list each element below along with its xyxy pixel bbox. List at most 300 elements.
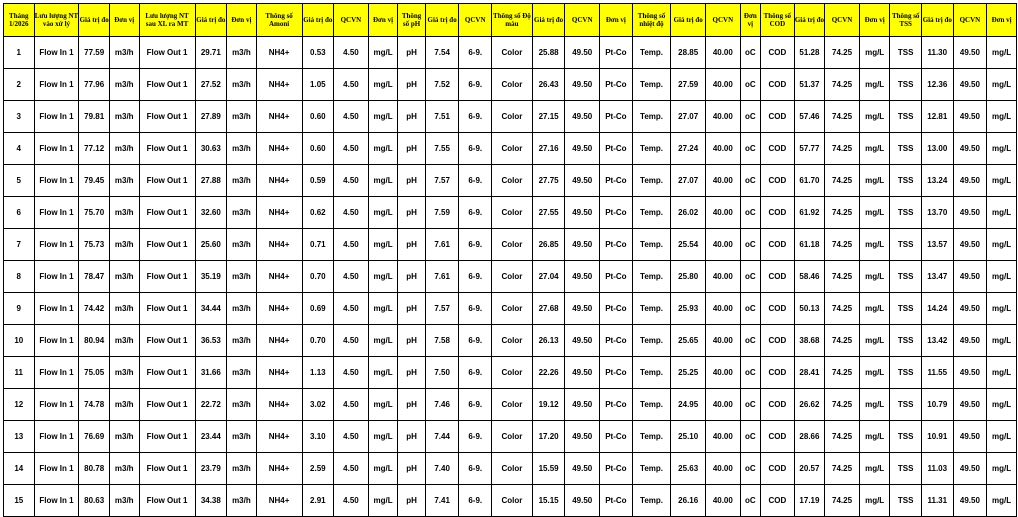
table-cell: 11.55 [922,357,954,389]
table-cell: Temp. [632,229,671,261]
table-cell: 49.50 [953,133,987,165]
table-cell: 49.50 [953,421,987,453]
table-cell: Temp. [632,357,671,389]
table-cell: Flow In 1 [34,101,79,133]
table-cell: 4.50 [334,453,369,485]
table-cell: Flow Out 1 [139,261,195,293]
table-cell: 49.50 [953,261,987,293]
table-cell: COD [761,357,795,389]
table-cell: 4.50 [334,421,369,453]
table-cell: 4.50 [334,229,369,261]
table-cell: 27.52 [195,69,227,101]
table-cell: Color [492,421,533,453]
table-cell: oC [740,101,760,133]
table-cell: COD [761,421,795,453]
table-cell: NH4+ [256,421,302,453]
table-cell: 6-9. [459,229,492,261]
table-cell: 78.47 [79,261,110,293]
column-header: Lưu lượng NT sau XL ra MT [139,4,195,37]
table-cell: Flow Out 1 [139,485,195,517]
table-cell: Pt-Co [600,37,633,69]
table-cell: 10 [4,325,35,357]
table-cell: TSS [890,197,922,229]
table-cell: 26.43 [532,69,565,101]
table-cell: Color [492,325,533,357]
table-cell: 61.70 [794,165,825,197]
table-cell: COD [761,197,795,229]
table-cell: 7.51 [425,101,459,133]
table-cell: Temp. [632,69,671,101]
table-cell: m3/h [109,165,139,197]
table-cell: 40.00 [706,229,741,261]
table-cell: 6-9. [459,133,492,165]
table-cell: 40.00 [706,389,741,421]
column-header: Thông số COD [761,4,795,37]
table-cell: 7.46 [425,389,459,421]
table-cell: 49.50 [953,37,987,69]
table-cell: m3/h [109,453,139,485]
table-cell: 74.25 [825,357,860,389]
table-cell: COD [761,453,795,485]
table-cell: 34.44 [195,293,227,325]
table-cell: 6-9. [459,389,492,421]
table-cell: mg/L [368,229,398,261]
table-cell: Color [492,261,533,293]
table-cell: TSS [890,389,922,421]
table-cell: 80.78 [79,453,110,485]
table-cell: 49.50 [565,229,600,261]
table-cell: 49.50 [565,37,600,69]
table-cell: 17.19 [794,485,825,517]
table-cell: mg/L [859,421,890,453]
table-cell: 27.15 [532,101,565,133]
table-cell: Color [492,197,533,229]
column-header: Đơn vị [740,4,760,37]
table-cell: m3/h [227,37,257,69]
table-cell: 74.25 [825,69,860,101]
table-cell: mg/L [987,485,1017,517]
table-cell: Flow In 1 [34,69,79,101]
table-cell: oC [740,197,760,229]
table-cell: Flow In 1 [34,37,79,69]
table-cell: 13.57 [922,229,954,261]
column-header: Giá trị đo [794,4,825,37]
table-cell: pH [398,389,426,421]
table-cell: m3/h [227,229,257,261]
table-cell: pH [398,421,426,453]
table-cell: 79.81 [79,101,110,133]
table-cell: Color [492,357,533,389]
table-cell: 40.00 [706,421,741,453]
table-cell: mg/L [859,293,890,325]
table-cell: mg/L [368,261,398,293]
table-cell: mg/L [368,357,398,389]
table-cell: Pt-Co [600,293,633,325]
table-cell: 74.25 [825,101,860,133]
table-cell: 4 [4,133,35,165]
table-cell: COD [761,37,795,69]
table-cell: 9 [4,293,35,325]
table-cell: oC [740,389,760,421]
table-cell: m3/h [109,229,139,261]
table-cell: m3/h [109,325,139,357]
table-cell: Pt-Co [600,453,633,485]
table-cell: 7.52 [425,69,459,101]
table-cell: 77.96 [79,69,110,101]
column-header: Thông số Amoni [256,4,302,37]
table-cell: 11.30 [922,37,954,69]
table-cell: 80.94 [79,325,110,357]
table-cell: mg/L [987,261,1017,293]
table-cell: 4.50 [334,261,369,293]
table-cell: Temp. [632,133,671,165]
table-row [4,389,1017,421]
table-cell: 80.63 [79,485,110,517]
column-header: Giá trị đo [195,4,227,37]
column-header: QCVN [334,4,369,37]
table-cell: 49.50 [953,325,987,357]
table-cell: 38.68 [794,325,825,357]
table-cell: Temp. [632,389,671,421]
table-cell: 6-9. [459,293,492,325]
column-header: Đơn vị [368,4,398,37]
table-cell: Flow In 1 [34,261,79,293]
table-cell: 49.50 [565,69,600,101]
table-cell: 49.50 [953,69,987,101]
table-cell: mg/L [987,357,1017,389]
table-cell: mg/L [987,69,1017,101]
table-cell: COD [761,69,795,101]
table-cell: m3/h [109,69,139,101]
table-cell: 40.00 [706,261,741,293]
table-cell: Flow Out 1 [139,165,195,197]
table-row [4,293,1017,325]
table-cell: Pt-Co [600,325,633,357]
table-cell: Color [492,453,533,485]
table-cell: 4.50 [334,165,369,197]
table-cell: 27.04 [532,261,565,293]
table-cell: Color [492,133,533,165]
table-cell: mg/L [987,453,1017,485]
table-cell: Flow Out 1 [139,229,195,261]
table-cell: 13.42 [922,325,954,357]
table-cell: pH [398,357,426,389]
table-cell: 4.50 [334,133,369,165]
table-cell: 61.92 [794,197,825,229]
table-cell: mg/L [987,389,1017,421]
table-cell: 15.59 [532,453,565,485]
table-cell: 23.44 [195,421,227,453]
table-cell: 6 [4,197,35,229]
table-cell: mg/L [368,293,398,325]
table-cell: pH [398,101,426,133]
table-cell: 49.50 [565,453,600,485]
column-header: Đơn vị [109,4,139,37]
table-cell: 27.16 [532,133,565,165]
table-row [4,485,1017,517]
column-header: Giá trị đo [671,4,706,37]
table-row [4,261,1017,293]
table-cell: 74.25 [825,485,860,517]
table-cell: TSS [890,421,922,453]
table-cell: 8 [4,261,35,293]
table-cell: NH4+ [256,101,302,133]
table-cell: mg/L [987,325,1017,357]
table-cell: 27.55 [532,197,565,229]
column-header: QCVN [565,4,600,37]
table-cell: 49.50 [565,357,600,389]
table-cell: 74.25 [825,37,860,69]
table-cell: m3/h [227,293,257,325]
column-header: Lưu lượng NT vào xử lý [34,4,79,37]
table-cell: NH4+ [256,453,302,485]
table-cell: 0.71 [302,229,334,261]
table-cell: 35.19 [195,261,227,293]
table-cell: TSS [890,229,922,261]
table-cell: mg/L [859,357,890,389]
table-cell: oC [740,261,760,293]
table-cell: Flow In 1 [34,325,79,357]
table-cell: oC [740,133,760,165]
table-cell: 30.63 [195,133,227,165]
table-cell: 10.79 [922,389,954,421]
table-cell: m3/h [109,261,139,293]
table-row [4,101,1017,133]
table-cell: Pt-Co [600,165,633,197]
table-cell: m3/h [109,389,139,421]
table-cell: Flow Out 1 [139,293,195,325]
table-cell: TSS [890,485,922,517]
table-cell: 49.50 [565,293,600,325]
table-cell: 4.50 [334,197,369,229]
table-cell: 6-9. [459,421,492,453]
table-cell: 36.53 [195,325,227,357]
table-cell: 6-9. [459,197,492,229]
table-cell: 19.12 [532,389,565,421]
table-cell: 4.50 [334,293,369,325]
table-cell: m3/h [109,421,139,453]
table-cell: 49.50 [953,453,987,485]
table-cell: 27.75 [532,165,565,197]
table-cell: COD [761,101,795,133]
table-cell: m3/h [109,101,139,133]
table-cell: 49.50 [953,357,987,389]
table-cell: 1.05 [302,69,334,101]
table-cell: 2 [4,69,35,101]
table-cell: 11.31 [922,485,954,517]
table-cell: 0.69 [302,293,334,325]
table-cell: 6-9. [459,69,492,101]
table-cell: mg/L [368,37,398,69]
table-cell: m3/h [109,485,139,517]
table-cell: mg/L [859,485,890,517]
table-cell: 49.50 [953,197,987,229]
table-cell: 2.59 [302,453,334,485]
table-cell: NH4+ [256,389,302,421]
column-header: Giá trị đo [922,4,954,37]
table-cell: Flow Out 1 [139,37,195,69]
table-cell: pH [398,229,426,261]
table-cell: 4.50 [334,69,369,101]
table-cell: 7.44 [425,421,459,453]
table-cell: 49.50 [953,229,987,261]
table-cell: 40.00 [706,453,741,485]
table-cell: Flow In 1 [34,485,79,517]
table-cell: 49.50 [565,485,600,517]
column-header: Đơn vị [987,4,1017,37]
table-cell: 11 [4,357,35,389]
table-cell: 40.00 [706,325,741,357]
column-header: Giá trị đo [532,4,565,37]
table-cell: mg/L [368,325,398,357]
table-cell: 28.41 [794,357,825,389]
table-cell: NH4+ [256,197,302,229]
table-cell: Pt-Co [600,197,633,229]
table-body [4,37,1017,517]
table-cell: 22.72 [195,389,227,421]
table-cell: oC [740,485,760,517]
table-cell: TSS [890,325,922,357]
column-header: Thông số TSS [890,4,922,37]
table-cell: 26.16 [671,485,706,517]
table-row [4,69,1017,101]
table-cell: 74.25 [825,133,860,165]
table-cell: COD [761,389,795,421]
table-cell: 32.60 [195,197,227,229]
table-cell: 40.00 [706,485,741,517]
table-cell: 49.50 [565,261,600,293]
table-cell: mg/L [859,165,890,197]
table-cell: NH4+ [256,357,302,389]
table-cell: Color [492,389,533,421]
table-cell: pH [398,325,426,357]
column-header: Giá trị đo [425,4,459,37]
table-cell: Flow In 1 [34,165,79,197]
table-cell: 27.68 [532,293,565,325]
table-cell: 17.20 [532,421,565,453]
table-cell: Temp. [632,37,671,69]
table-cell: NH4+ [256,37,302,69]
table-cell: mg/L [368,133,398,165]
table-cell: 13.70 [922,197,954,229]
table-cell: Flow Out 1 [139,69,195,101]
table-cell: 34.38 [195,485,227,517]
table-cell: mg/L [859,101,890,133]
table-cell: 13.47 [922,261,954,293]
table-cell: Color [492,229,533,261]
table-cell: 74.25 [825,421,860,453]
table-cell: m3/h [227,421,257,453]
column-header: Đơn vị [227,4,257,37]
table-cell: m3/h [109,293,139,325]
table-cell: 4.50 [334,357,369,389]
table-cell: mg/L [987,197,1017,229]
table-cell: 7.40 [425,453,459,485]
table-cell: 13 [4,421,35,453]
table-cell: oC [740,229,760,261]
table-cell: NH4+ [256,229,302,261]
table-cell: 0.70 [302,261,334,293]
table-cell: oC [740,357,760,389]
table-cell: 49.50 [565,133,600,165]
table-cell: 49.50 [565,101,600,133]
table-cell: m3/h [109,197,139,229]
table-cell: 77.59 [79,37,110,69]
table-cell: Color [492,293,533,325]
table-cell: COD [761,293,795,325]
table-cell: Pt-Co [600,101,633,133]
table-cell: m3/h [227,133,257,165]
table-cell: COD [761,261,795,293]
table-cell: m3/h [227,357,257,389]
table-cell: TSS [890,69,922,101]
table-cell: Temp. [632,261,671,293]
table-cell: Pt-Co [600,69,633,101]
table-row [4,133,1017,165]
table-cell: Color [492,165,533,197]
table-cell: pH [398,485,426,517]
table-cell: mg/L [859,69,890,101]
table-cell: 49.50 [953,293,987,325]
table-cell: oC [740,421,760,453]
header-row [4,4,1017,37]
table-cell: 28.85 [671,37,706,69]
table-cell: 74.25 [825,453,860,485]
table-cell: Pt-Co [600,421,633,453]
column-header: Giá trị đo [79,4,110,37]
table-cell: mg/L [987,165,1017,197]
table-cell: COD [761,165,795,197]
table-cell: TSS [890,165,922,197]
table-cell: 74.78 [79,389,110,421]
table-cell: 25.60 [195,229,227,261]
table-cell: 6-9. [459,325,492,357]
table-cell: 1.13 [302,357,334,389]
table-cell: TSS [890,357,922,389]
table-cell: mg/L [368,69,398,101]
table-cell: m3/h [227,325,257,357]
table-row [4,357,1017,389]
table-cell: pH [398,133,426,165]
table-cell: NH4+ [256,485,302,517]
table-cell: Flow In 1 [34,133,79,165]
table-cell: 49.50 [565,325,600,357]
table-cell: 26.02 [671,197,706,229]
table-cell: 12.36 [922,69,954,101]
table-cell: 26.62 [794,389,825,421]
table-cell: 3.10 [302,421,334,453]
table-cell: 24.95 [671,389,706,421]
table-cell: 7.58 [425,325,459,357]
column-header: Đơn vị [859,4,890,37]
table-cell: 49.50 [565,165,600,197]
table-cell: 77.12 [79,133,110,165]
table-cell: 7.61 [425,229,459,261]
table-cell: 79.45 [79,165,110,197]
table-cell: 26.13 [532,325,565,357]
table-cell: 3.02 [302,389,334,421]
table-cell: oC [740,37,760,69]
table-cell: NH4+ [256,133,302,165]
table-cell: mg/L [368,197,398,229]
table-cell: 5 [4,165,35,197]
table-cell: 51.28 [794,37,825,69]
table-cell: 12 [4,389,35,421]
table-cell: pH [398,165,426,197]
table-cell: 20.57 [794,453,825,485]
table-cell: 57.77 [794,133,825,165]
table-cell: 7.59 [425,197,459,229]
